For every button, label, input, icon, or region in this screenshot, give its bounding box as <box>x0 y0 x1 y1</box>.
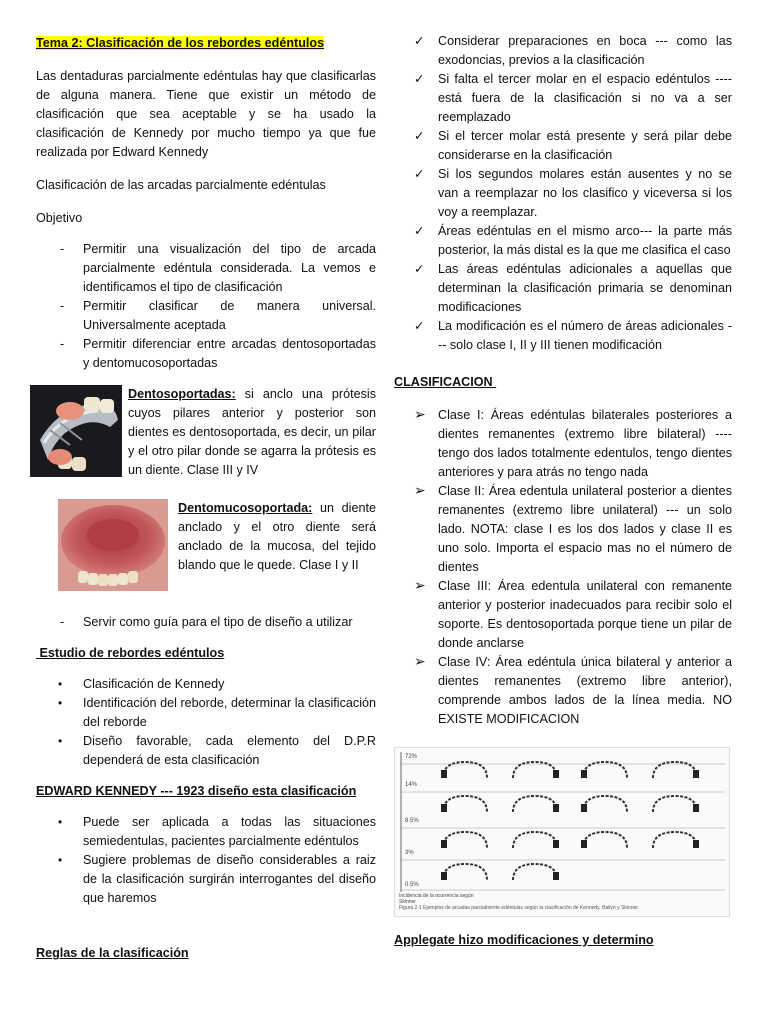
edentulous-area <box>441 872 447 880</box>
dash-icon: - <box>60 299 65 313</box>
bullet-icon: • <box>58 734 63 748</box>
edentulous-area <box>581 840 587 848</box>
arch-outline <box>513 796 557 812</box>
arrow-icon: ➢ <box>414 406 426 422</box>
arrow-icon: ➢ <box>414 653 426 669</box>
kennedy-title: EDWARD KENNEDY --- 1923 diseño esta clasificación <box>36 784 357 798</box>
figure-caption: Figura 2-1 Ejemplos de arcadas parcialmente edéntulas según la clasificación de Kennedy, Bailyn y Skinner. <box>399 905 640 911</box>
edentulous-area <box>553 872 559 880</box>
percent-label: 8.5% <box>405 818 419 824</box>
list-item: - Servir como guía para el tipo de diseño a utilizar <box>36 613 376 632</box>
list-item: ➢ Clase I: Áreas edéntulas bilaterales posteriores a dientes remanentes (extremo libre bilateral) ---- tengo dos lados totalmente edentulos, tengo dientes anteriores y para atrás no tengo nada <box>414 406 732 479</box>
arch-outline <box>513 762 557 778</box>
edentulous-area <box>441 804 447 812</box>
classes-list <box>394 406 732 729</box>
classification-title: CLASIFICACION <box>394 375 497 389</box>
study-title: Estudio de rebordes edéntulos <box>36 646 225 660</box>
arrow-icon: ➢ <box>414 577 426 593</box>
list-item: ➢ Clase III: Área edentula unilateral con remanente anterior y posterior inadecuados para recibir solo el soporte. Es dentosoportada porque tiene un pilar de donde anclarse <box>414 577 732 650</box>
dash-icon: - <box>60 337 65 351</box>
list-item: ➢ Clase IV: Área edéntula única bilateral y anterior a dientes remanentes (extremo libre anterior), comprende ambos lados de la línea media. NO EXISTE MODIFICACION <box>414 653 732 726</box>
bullet-icon: • <box>58 815 63 829</box>
denture-photo <box>30 385 122 477</box>
edentulous-area <box>441 840 447 848</box>
list-item: ✓ Áreas edéntulas en el mismo arco--- la parte más posterior, la más distal es la que me clasifica el caso <box>414 224 732 257</box>
right-column <box>394 32 732 950</box>
edentulous-area <box>553 804 559 812</box>
list-item: • Sugiere problemas de diseño considerables a raiz de la clasificación surgirán interrogantes del diseño que haremos <box>58 853 376 905</box>
arch-outline <box>513 864 557 880</box>
kennedy-list <box>36 813 376 908</box>
percent-label: 14% <box>405 782 418 788</box>
arch-outline <box>653 832 697 848</box>
percent-label: 3% <box>405 850 414 856</box>
edentulous-area <box>581 804 587 812</box>
list-item: ✓ Considerar preparaciones en boca --- como las exodoncias, previos a la clasificación <box>414 34 732 67</box>
arch-outline <box>443 796 487 812</box>
arch-outline <box>513 832 557 848</box>
dash-icon: - <box>60 615 65 629</box>
objective-label: Objetivo <box>36 211 83 225</box>
list-item: ✓ La modificación es el número de áreas adicionales --- solo clase I, II y III tienen modificación <box>414 319 732 352</box>
arrow-icon: ➢ <box>414 482 426 498</box>
dentomucosoportada-block <box>36 499 376 603</box>
objective-list <box>36 240 376 373</box>
study-list <box>36 675 376 770</box>
list-item: ✓ Si el tercer molar está presente y será pilar debe considerarse en la clasificación <box>414 129 732 162</box>
percent-label: 0.5% <box>405 882 419 888</box>
rules-list <box>394 32 732 355</box>
check-icon: ✓ <box>414 319 425 333</box>
arch-outline <box>653 762 697 778</box>
percent-label: 72% <box>405 754 418 760</box>
edentulous-area <box>553 770 559 778</box>
arch-outline <box>653 796 697 812</box>
list-item: - Permitir diferenciar entre arcadas dentosoportadas y dentomucosoportadas <box>60 337 376 370</box>
arch-outline <box>443 762 487 778</box>
kennedy-figure <box>394 747 730 917</box>
arch-outline <box>583 832 627 848</box>
edentulous-area <box>693 770 699 778</box>
edentulous-area <box>441 770 447 778</box>
list-item: ➢ Clase II: Área edentula unilateral posterior a dientes remanentes (extremo libre unilateral) --- un solo lado. NOTA: clase I es los dos lados y clase II es uno solo. Importa el espacio mas no el número de dientes <box>414 482 732 574</box>
edentulous-area <box>581 770 587 778</box>
edentulous-area <box>693 840 699 848</box>
bullet-icon: • <box>58 677 63 691</box>
axis-caption: Incidencia de la ocurrencia según Skinner <box>399 893 474 905</box>
mouth-photo <box>58 499 168 591</box>
guide-list <box>36 613 376 632</box>
list-item: ✓ Si los segundos molares están ausentes y no se van a reemplazar no los clasifico y viceversa si los voy a reemplazar. <box>414 167 732 219</box>
intro-paragraph: Las dentaduras parcialmente edéntulas hay que clasificarlas de alguna manera. Tiene que existir un método de clasificación que sea aceptable y se ha usado la clasificación de Kennedy por mucho tiempo ya que fue realizada por Edward Kennedy <box>36 69 376 159</box>
arch-outline <box>583 762 627 778</box>
section-subtitle: Clasificación de las arcadas parcialmente edéntulas <box>36 178 326 192</box>
edentulous-area <box>693 804 699 812</box>
list-item: • Puede ser aplicada a todas las situaciones semiedentulas, pacientes parcialmente edéntulos <box>58 815 376 848</box>
list-item: • Diseño favorable, cada elemento del D.P.R dependerá de esta clasificación <box>58 734 376 767</box>
dentosoportadas-block <box>36 385 376 485</box>
check-icon: ✓ <box>414 34 425 48</box>
list-item: - Permitir una visualización del tipo de arcada parcialmente edéntula considerada. La vemos e identificamos el tipo de clasificación <box>60 242 376 294</box>
dash-icon: - <box>60 242 65 256</box>
list-item: - Permitir clasificar de manera universal. Universalmente aceptada <box>60 299 376 332</box>
check-icon: ✓ <box>414 224 425 238</box>
bullet-icon: • <box>58 853 63 867</box>
dentosoportadas-text: Dentosoportadas: si anclo una prótesis cuyos pilares anterior y posterior son dientes es dentosoportada, es decir, un pilar y el otro pilar donde se agarra la prótesis es un diente. Clase III y IV <box>128 387 376 477</box>
check-icon: ✓ <box>414 129 425 143</box>
list-item: ✓ Si falta el tercer molar en el espacio edéntulos ---- está fuera de la clasificación si no va a ser reemplazado <box>414 72 732 124</box>
left-column <box>36 32 376 963</box>
list-item: • Clasificación de Kennedy <box>36 675 376 694</box>
edentulous-area <box>553 840 559 848</box>
rules-title: Reglas de la clasificación <box>36 946 189 960</box>
list-item: ✓ Las áreas edéntulas adicionales a aquellas que determinan la clasificación primaria se denominan modificaciones <box>414 262 732 314</box>
list-item: • Identificación del reborde, determinar la clasificación del reborde <box>58 696 376 729</box>
document-title: Tema 2: Clasificación de los rebordes edéntulos <box>36 36 325 50</box>
footer-heading: Applegate hizo modificaciones y determino <box>394 933 654 947</box>
arch-diagram <box>395 748 729 916</box>
arch-outline <box>443 832 487 848</box>
check-icon: ✓ <box>414 262 425 276</box>
check-icon: ✓ <box>414 72 425 86</box>
dentomucosoportada-text: Dentomucosoportada: un diente anclado y el otro diente será anclado de la mucosa, del tejido blando que le quede. Clase I y II <box>178 501 376 572</box>
bullet-icon: • <box>58 696 63 710</box>
check-icon: ✓ <box>414 167 425 181</box>
arch-outline <box>443 864 487 880</box>
arch-outline <box>583 796 627 812</box>
